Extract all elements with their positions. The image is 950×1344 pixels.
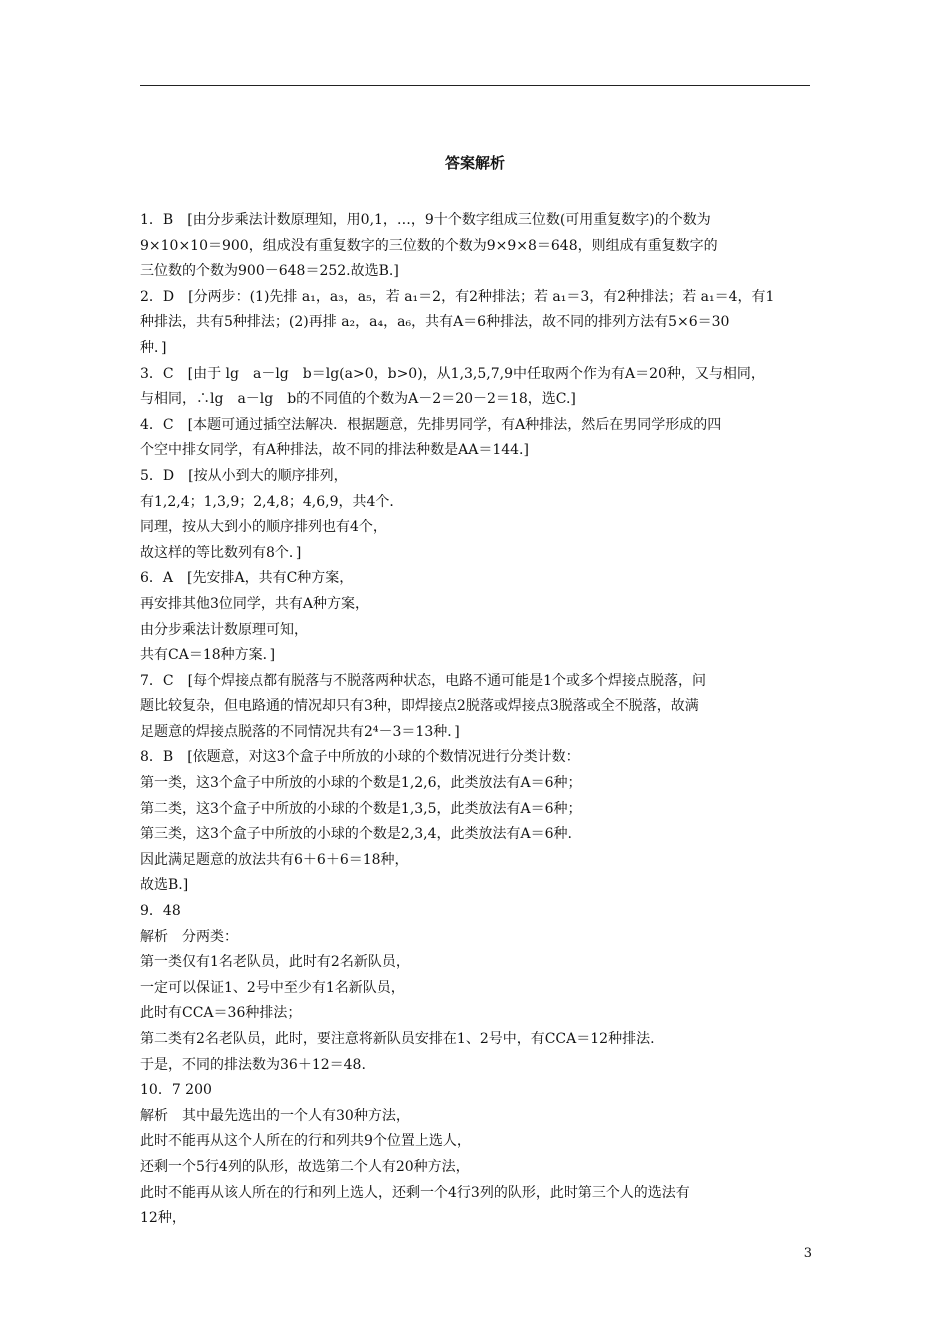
page-number: 3 bbox=[803, 1246, 812, 1261]
text-line: 足题意的焊接点脱落的不同情况共有2⁴－3＝13种．] bbox=[140, 723, 460, 740]
text-line: 第一类，这3个盒子中所放的小球的个数是1,2,6，此类放法有A＝6种； bbox=[140, 775, 582, 792]
text-line: 再安排其他3位同学，共有A种方案， bbox=[140, 595, 370, 612]
text-line: 由分步乘法计数原理可知， bbox=[140, 621, 308, 638]
text-line: 解析 其中最先选出的一个人有30种方法， bbox=[140, 1107, 410, 1124]
text-line: 12种， bbox=[140, 1210, 186, 1227]
text-line: 4．C [本题可通过插空法解决．根据题意，先排男同学，有A种排法，然后在男同学形成的四 bbox=[140, 416, 722, 433]
text-line: 第二类，这3个盒子中所放的小球的个数是1,3,5，此类放法有A＝6种； bbox=[140, 800, 582, 817]
text-line: 此时不能再从这个人所在的行和列共9个位置上选人， bbox=[140, 1133, 471, 1150]
text-line: 3．C [由于 lg a－lg b＝lg(a>0，b>0)，从1,3,5,7,9中任取两个作为有A＝20种，又与相同， bbox=[140, 365, 765, 382]
text-line: 8．B [依题意，对这3个盒子中所放的小球的个数情况进行分类计数： bbox=[140, 749, 580, 766]
text-line: 2．D [分两步：(1)先排 a₁，a₃，a₅，若 a₁＝2，有2种排法；若 a₁＝3，有2种排法；若 a₁＝4，有1 bbox=[140, 288, 775, 305]
text-line: 9．48 bbox=[140, 903, 181, 920]
text-line: 一定可以保证1、2号中至少有1名新队员， bbox=[140, 979, 405, 996]
text-line: 解析 分两类： bbox=[140, 928, 238, 945]
text-line: 此时有CCA＝36种排法； bbox=[140, 1005, 302, 1022]
text-line: 同理，按从大到小的顺序排列也有4个， bbox=[140, 519, 387, 536]
text-line: 故这样的等比数列有8个．] bbox=[140, 544, 302, 561]
text-line: 9×10×10＝900，组成没有重复数字的三位数的个数为9×9×8＝648，则组成有重复数字的 bbox=[140, 237, 718, 254]
text-line: 因此满足题意的放法共有6＋6＋6＝18种， bbox=[140, 851, 409, 868]
text-line: 7．C [每个焊接点都有脱落与不脱落两种状态，电路不通可能是1个或多个焊接点脱落，问 bbox=[140, 672, 706, 689]
header-rule bbox=[140, 85, 810, 86]
text-line: 5．D [按从小到大的顺序排列， bbox=[140, 467, 348, 484]
text-line: 第三类，这3个盒子中所放的小球的个数是2,3,4，此类放法有A＝6种. bbox=[140, 826, 572, 843]
text-line: 此时不能再从该人所在的行和列上选人，还剩一个4行3列的队形，此时第三个人的选法有 bbox=[140, 1184, 690, 1201]
text-line: 共有CA＝18种方案．] bbox=[140, 647, 276, 664]
text-line: 第一类仅有1名老队员，此时有2名新队员， bbox=[140, 954, 410, 971]
answer-text bbox=[140, 208, 820, 1232]
text-line: 有1,2,4；1,3,9；2,4,8；4,6,9，共4个． bbox=[140, 493, 404, 510]
text-line: 题比较复杂，但电路通的情况却只有3种，即焊接点2脱落或焊接点3脱落或全不脱落，故满 bbox=[140, 698, 699, 715]
text-line: 还剩一个5行4列的队形，故选第二个人有20种方法， bbox=[140, 1158, 470, 1175]
text-line: 种排法，共有5种排法；(2)再排 a₂，a₄，a₆，共有A＝6种排法，故不同的排列方法有5×6＝30 bbox=[140, 314, 730, 331]
text-line: 第二类有2名老队员，此时，要注意将新队员安排在1、2号中，有CCA＝12种排法. bbox=[140, 1031, 655, 1047]
text-line: 与相同，∴lg a－lg b的不同值的个数为A－2＝20－2＝18，选C.] bbox=[140, 391, 576, 408]
text-line: 1．B [由分步乘法计数原理知，用0,1，…，9十个数字组成三位数(可用重复数字)的个数为 bbox=[140, 212, 711, 228]
text-line: 个空中排女同学，有A种排法，故不同的排法种数是AA＝144.] bbox=[140, 442, 529, 459]
text-line: 10．7 200 bbox=[140, 1082, 212, 1099]
page-title: 答案解析 bbox=[444, 154, 505, 172]
text-line: 故选B.] bbox=[140, 877, 189, 894]
text-line: 于是，不同的排法数为36＋12＝48. bbox=[140, 1056, 366, 1073]
text-line: 6．A [先安排A，共有C种方案， bbox=[140, 570, 354, 587]
text-line: 三位数的个数为900－648＝252.故选B.] bbox=[140, 263, 399, 280]
text-line: 种．] bbox=[140, 339, 167, 356]
